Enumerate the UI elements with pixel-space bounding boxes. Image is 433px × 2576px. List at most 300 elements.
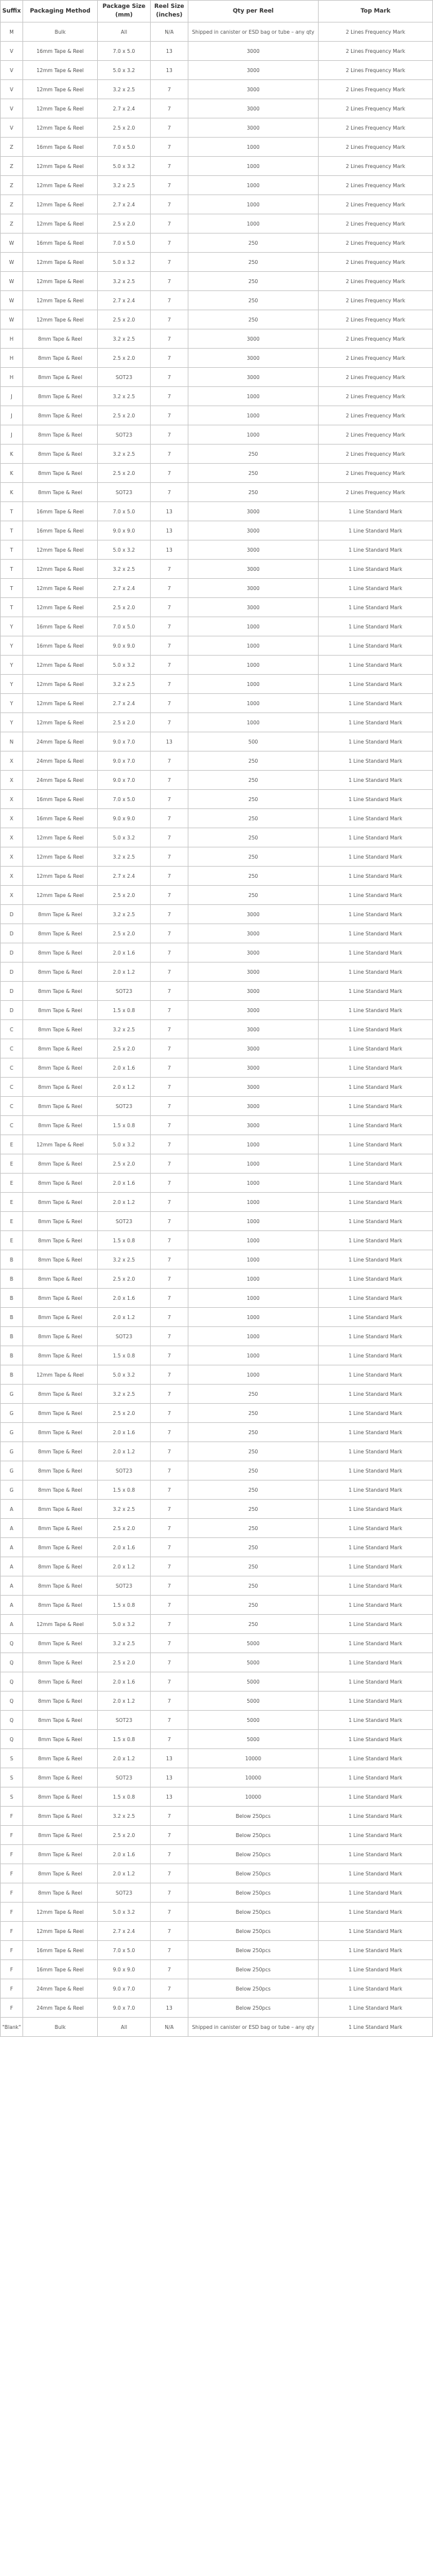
cell-package-size: SOT23	[98, 1327, 151, 1346]
cell-top-mark: 1 Line Standard Mark	[319, 675, 433, 694]
cell-package-size: 2.7 x 2.4	[98, 291, 151, 310]
cell-reel-size: 7	[151, 329, 188, 349]
cell-packaging-method: 12mm Tape & Reel	[23, 1903, 98, 1922]
cell-packaging-method: 8mm Tape & Reel	[23, 1442, 98, 1461]
table-row	[1, 713, 433, 732]
cell-suffix: A	[1, 1500, 23, 1519]
cell-suffix: T	[1, 540, 23, 560]
cell-suffix: Y	[1, 636, 23, 656]
table-row	[1, 445, 433, 464]
cell-suffix: F	[1, 1960, 23, 1979]
cell-top-mark: 1 Line Standard Mark	[319, 1001, 433, 1020]
cell-suffix: E	[1, 1193, 23, 1212]
cell-top-mark: 1 Line Standard Mark	[319, 1519, 433, 1538]
cell-package-size: 3.2 x 2.5	[98, 1500, 151, 1519]
table-row	[1, 1998, 433, 2018]
cell-qty-per-reel: Below 250pcs	[188, 1883, 319, 1903]
cell-packaging-method: 12mm Tape & Reel	[23, 157, 98, 176]
cell-suffix: X	[1, 809, 23, 828]
table-row	[1, 2018, 433, 2037]
table-row	[1, 1615, 433, 1634]
table-row	[1, 1116, 433, 1135]
cell-suffix: A	[1, 1557, 23, 1576]
cell-package-size: SOT23	[98, 1097, 151, 1116]
table-row	[1, 867, 433, 886]
cell-suffix: F	[1, 1883, 23, 1903]
cell-reel-size: 7	[151, 1231, 188, 1250]
cell-packaging-method: 12mm Tape & Reel	[23, 867, 98, 886]
cell-suffix: J	[1, 406, 23, 425]
table-row	[1, 118, 433, 138]
table-row	[1, 195, 433, 214]
cell-suffix: Z	[1, 138, 23, 157]
table-row	[1, 598, 433, 617]
table-row	[1, 1519, 433, 1538]
cell-qty-per-reel: Shipped in canister or ESD bag or tube – any qty	[188, 2018, 319, 2037]
cell-top-mark: 1 Line Standard Mark	[319, 1634, 433, 1653]
cell-package-size: SOT23	[98, 1576, 151, 1596]
cell-top-mark: 1 Line Standard Mark	[319, 1116, 433, 1135]
cell-qty-per-reel: 3000	[188, 99, 319, 118]
cell-top-mark: 2 Lines Frequency Mark	[319, 214, 433, 234]
cell-qty-per-reel: 3000	[188, 118, 319, 138]
table-row	[1, 80, 433, 99]
cell-package-size: 2.5 x 2.0	[98, 310, 151, 329]
table-row	[1, 1308, 433, 1327]
cell-qty-per-reel: 250	[188, 1615, 319, 1634]
cell-top-mark: 1 Line Standard Mark	[319, 1481, 433, 1500]
cell-top-mark: 1 Line Standard Mark	[319, 579, 433, 598]
cell-reel-size: 7	[151, 464, 188, 483]
cell-qty-per-reel: 1000	[188, 1135, 319, 1154]
cell-qty-per-reel: 250	[188, 1461, 319, 1481]
table-row	[1, 291, 433, 310]
cell-top-mark: 1 Line Standard Mark	[319, 1365, 433, 1385]
cell-qty-per-reel: 250	[188, 1500, 319, 1519]
cell-top-mark: 1 Line Standard Mark	[319, 943, 433, 963]
cell-packaging-method: 12mm Tape & Reel	[23, 540, 98, 560]
table-row	[1, 1557, 433, 1576]
cell-top-mark: 1 Line Standard Mark	[319, 1845, 433, 1864]
cell-package-size: 2.0 x 1.2	[98, 1864, 151, 1883]
cell-qty-per-reel: 5000	[188, 1692, 319, 1711]
cell-top-mark: 1 Line Standard Mark	[319, 1212, 433, 1231]
cell-qty-per-reel: 250	[188, 1442, 319, 1461]
table-row	[1, 1193, 433, 1212]
cell-top-mark: 1 Line Standard Mark	[319, 1308, 433, 1327]
cell-packaging-method: 8mm Tape & Reel	[23, 406, 98, 425]
cell-qty-per-reel: 1000	[188, 1193, 319, 1212]
cell-packaging-method: 8mm Tape & Reel	[23, 943, 98, 963]
cell-suffix: H	[1, 349, 23, 368]
cell-packaging-method: 16mm Tape & Reel	[23, 1960, 98, 1979]
cell-package-size: 7.0 x 5.0	[98, 502, 151, 521]
cell-packaging-method: 8mm Tape & Reel	[23, 1020, 98, 1039]
cell-packaging-method: 8mm Tape & Reel	[23, 387, 98, 406]
cell-qty-per-reel: 250	[188, 464, 319, 483]
cell-suffix: W	[1, 272, 23, 291]
cell-top-mark: 1 Line Standard Mark	[319, 1442, 433, 1461]
cell-packaging-method: 16mm Tape & Reel	[23, 636, 98, 656]
cell-qty-per-reel: 1000	[188, 694, 319, 713]
cell-suffix: E	[1, 1154, 23, 1174]
table-row	[1, 1423, 433, 1442]
cell-packaging-method: 8mm Tape & Reel	[23, 1787, 98, 1807]
table-row	[1, 1481, 433, 1500]
cell-suffix: C	[1, 1039, 23, 1058]
table-row	[1, 1020, 433, 1039]
cell-reel-size: 13	[151, 1998, 188, 2018]
cell-reel-size: 13	[151, 1768, 188, 1787]
cell-packaging-method: 8mm Tape & Reel	[23, 329, 98, 349]
cell-reel-size: 7	[151, 1922, 188, 1941]
cell-packaging-method: 12mm Tape & Reel	[23, 828, 98, 847]
table-row	[1, 617, 433, 636]
cell-packaging-method: 8mm Tape & Reel	[23, 1289, 98, 1308]
table-row	[1, 1711, 433, 1730]
cell-suffix: A	[1, 1519, 23, 1538]
cell-reel-size: 7	[151, 80, 188, 99]
table-row	[1, 1634, 433, 1653]
table-row	[1, 1941, 433, 1960]
cell-suffix: B	[1, 1289, 23, 1308]
cell-package-size: 2.5 x 2.0	[98, 406, 151, 425]
cell-reel-size: 7	[151, 1020, 188, 1039]
cell-qty-per-reel: 3000	[188, 540, 319, 560]
cell-package-size: 2.5 x 2.0	[98, 924, 151, 943]
cell-package-size: 2.5 x 2.0	[98, 1653, 151, 1672]
cell-suffix: Y	[1, 617, 23, 636]
cell-packaging-method: 8mm Tape & Reel	[23, 1538, 98, 1557]
cell-packaging-method: 12mm Tape & Reel	[23, 291, 98, 310]
cell-top-mark: 1 Line Standard Mark	[319, 1231, 433, 1250]
cell-suffix: G	[1, 1442, 23, 1461]
header-top-mark: Top Mark	[319, 1, 433, 22]
cell-package-size: 9.0 x 9.0	[98, 809, 151, 828]
cell-top-mark: 2 Lines Frequency Mark	[319, 387, 433, 406]
cell-package-size: 2.0 x 1.6	[98, 943, 151, 963]
cell-qty-per-reel: 3000	[188, 521, 319, 540]
cell-top-mark: 1 Line Standard Mark	[319, 1385, 433, 1404]
cell-suffix: D	[1, 982, 23, 1001]
cell-qty-per-reel: 3000	[188, 42, 319, 61]
cell-qty-per-reel: 3000	[188, 579, 319, 598]
cell-package-size: 3.2 x 2.5	[98, 1250, 151, 1269]
cell-suffix: X	[1, 828, 23, 847]
table-row	[1, 521, 433, 540]
cell-top-mark: 1 Line Standard Mark	[319, 540, 433, 560]
table-row	[1, 176, 433, 195]
cell-suffix: C	[1, 1058, 23, 1078]
cell-top-mark: 2 Lines Frequency Mark	[319, 234, 433, 253]
cell-package-size: SOT23	[98, 982, 151, 1001]
cell-qty-per-reel: 250	[188, 1519, 319, 1538]
cell-reel-size: 7	[151, 1557, 188, 1576]
cell-suffix: G	[1, 1404, 23, 1423]
cell-packaging-method: 16mm Tape & Reel	[23, 138, 98, 157]
cell-qty-per-reel: 250	[188, 1596, 319, 1615]
cell-packaging-method: 8mm Tape & Reel	[23, 1058, 98, 1078]
cell-qty-per-reel: 250	[188, 771, 319, 790]
cell-top-mark: 2 Lines Frequency Mark	[319, 483, 433, 502]
cell-package-size: 3.2 x 2.5	[98, 1807, 151, 1826]
table-row	[1, 1653, 433, 1672]
cell-packaging-method: 16mm Tape & Reel	[23, 809, 98, 828]
cell-top-mark: 1 Line Standard Mark	[319, 1672, 433, 1692]
cell-top-mark: 1 Line Standard Mark	[319, 1596, 433, 1615]
cell-reel-size: 7	[151, 963, 188, 982]
cell-packaging-method: 12mm Tape & Reel	[23, 118, 98, 138]
cell-package-size: 1.5 x 0.8	[98, 1730, 151, 1749]
cell-packaging-method: 8mm Tape & Reel	[23, 1404, 98, 1423]
cell-package-size: 5.0 x 3.2	[98, 61, 151, 80]
cell-reel-size: N/A	[151, 22, 188, 42]
cell-suffix: H	[1, 368, 23, 387]
cell-package-size: 2.0 x 1.2	[98, 1557, 151, 1576]
cell-packaging-method: 12mm Tape & Reel	[23, 1135, 98, 1154]
cell-suffix: A	[1, 1615, 23, 1634]
cell-suffix: A	[1, 1576, 23, 1596]
cell-suffix: A	[1, 1596, 23, 1615]
cell-packaging-method: 8mm Tape & Reel	[23, 1308, 98, 1327]
cell-suffix: C	[1, 1020, 23, 1039]
header-packaging-method: Packaging Method	[23, 1, 98, 22]
cell-reel-size: 7	[151, 1960, 188, 1979]
cell-packaging-method: 24mm Tape & Reel	[23, 771, 98, 790]
cell-suffix: V	[1, 99, 23, 118]
cell-qty-per-reel: 1000	[188, 675, 319, 694]
cell-packaging-method: 8mm Tape & Reel	[23, 1423, 98, 1442]
cell-top-mark: 1 Line Standard Mark	[319, 1998, 433, 2018]
cell-qty-per-reel: Below 250pcs	[188, 1903, 319, 1922]
cell-suffix: F	[1, 1979, 23, 1998]
table-row	[1, 368, 433, 387]
cell-reel-size: 13	[151, 540, 188, 560]
cell-qty-per-reel: 250	[188, 1423, 319, 1442]
cell-reel-size: 7	[151, 291, 188, 310]
cell-qty-per-reel: 250	[188, 828, 319, 847]
table-row	[1, 1212, 433, 1231]
cell-qty-per-reel: 1000	[188, 1231, 319, 1250]
cell-reel-size: 13	[151, 502, 188, 521]
cell-suffix: D	[1, 1001, 23, 1020]
cell-reel-size: 7	[151, 349, 188, 368]
cell-packaging-method: 8mm Tape & Reel	[23, 1346, 98, 1365]
cell-qty-per-reel: Shipped in canister or ESD bag or tube – any qty	[188, 22, 319, 42]
cell-packaging-method: 8mm Tape & Reel	[23, 1269, 98, 1289]
cell-reel-size: 7	[151, 138, 188, 157]
cell-package-size: 2.5 x 2.0	[98, 1269, 151, 1289]
cell-package-size: 2.5 x 2.0	[98, 886, 151, 905]
table-header-row	[1, 1, 433, 22]
cell-qty-per-reel: 1000	[188, 425, 319, 445]
cell-package-size: 5.0 x 3.2	[98, 1615, 151, 1634]
cell-reel-size: 7	[151, 1269, 188, 1289]
table-row	[1, 1730, 433, 1749]
cell-top-mark: 1 Line Standard Mark	[319, 751, 433, 771]
cell-top-mark: 1 Line Standard Mark	[319, 713, 433, 732]
cell-package-size: 2.5 x 2.0	[98, 1826, 151, 1845]
cell-suffix: F	[1, 1941, 23, 1960]
cell-reel-size: 7	[151, 1883, 188, 1903]
cell-reel-size: 7	[151, 1116, 188, 1135]
cell-reel-size: 7	[151, 310, 188, 329]
cell-qty-per-reel: 3000	[188, 329, 319, 349]
cell-packaging-method: 8mm Tape & Reel	[23, 1385, 98, 1404]
cell-package-size: 7.0 x 5.0	[98, 138, 151, 157]
cell-packaging-method: 8mm Tape & Reel	[23, 1672, 98, 1692]
cell-packaging-method: 8mm Tape & Reel	[23, 1519, 98, 1538]
table-row	[1, 1864, 433, 1883]
cell-package-size: SOT23	[98, 1711, 151, 1730]
cell-suffix: W	[1, 253, 23, 272]
cell-packaging-method: 8mm Tape & Reel	[23, 1231, 98, 1250]
cell-suffix: Q	[1, 1711, 23, 1730]
cell-top-mark: 2 Lines Frequency Mark	[319, 368, 433, 387]
table-row	[1, 349, 433, 368]
cell-top-mark: 1 Line Standard Mark	[319, 732, 433, 751]
cell-top-mark: 1 Line Standard Mark	[319, 521, 433, 540]
cell-package-size: 7.0 x 5.0	[98, 790, 151, 809]
cell-suffix: V	[1, 42, 23, 61]
table-row	[1, 1154, 433, 1174]
cell-suffix: F	[1, 1903, 23, 1922]
cell-top-mark: 1 Line Standard Mark	[319, 1058, 433, 1078]
cell-top-mark: 1 Line Standard Mark	[319, 1730, 433, 1749]
cell-package-size: SOT23	[98, 1461, 151, 1481]
cell-qty-per-reel: 3000	[188, 905, 319, 924]
cell-qty-per-reel: 1000	[188, 656, 319, 675]
cell-package-size: 2.0 x 1.2	[98, 1749, 151, 1768]
cell-packaging-method: 12mm Tape & Reel	[23, 272, 98, 291]
cell-packaging-method: 8mm Tape & Reel	[23, 483, 98, 502]
cell-top-mark: 1 Line Standard Mark	[319, 982, 433, 1001]
cell-top-mark: 1 Line Standard Mark	[319, 1826, 433, 1845]
cell-qty-per-reel: 3000	[188, 80, 319, 99]
cell-qty-per-reel: 5000	[188, 1634, 319, 1653]
cell-qty-per-reel: 250	[188, 886, 319, 905]
cell-reel-size: 7	[151, 1250, 188, 1269]
table-row	[1, 99, 433, 118]
cell-packaging-method: 8mm Tape & Reel	[23, 1864, 98, 1883]
cell-top-mark: 1 Line Standard Mark	[319, 1576, 433, 1596]
cell-reel-size: 7	[151, 847, 188, 867]
header-reel-size: Reel Size (inches)	[151, 1, 188, 22]
table-row	[1, 329, 433, 349]
cell-package-size: 3.2 x 2.5	[98, 272, 151, 291]
cell-top-mark: 2 Lines Frequency Mark	[319, 310, 433, 329]
cell-packaging-method: 8mm Tape & Reel	[23, 1826, 98, 1845]
cell-package-size: 2.0 x 1.2	[98, 1442, 151, 1461]
cell-packaging-method: 8mm Tape & Reel	[23, 1634, 98, 1653]
cell-packaging-method: 12mm Tape & Reel	[23, 579, 98, 598]
cell-qty-per-reel: 1000	[188, 713, 319, 732]
cell-qty-per-reel: 250	[188, 272, 319, 291]
cell-reel-size: 7	[151, 1538, 188, 1557]
cell-top-mark: 2 Lines Frequency Mark	[319, 445, 433, 464]
cell-suffix: Q	[1, 1730, 23, 1749]
cell-package-size: 2.5 x 2.0	[98, 1404, 151, 1423]
cell-reel-size: 7	[151, 1193, 188, 1212]
cell-reel-size: 7	[151, 1135, 188, 1154]
table-row	[1, 1979, 433, 1998]
cell-packaging-method: 12mm Tape & Reel	[23, 598, 98, 617]
cell-qty-per-reel: 250	[188, 253, 319, 272]
cell-suffix: W	[1, 234, 23, 253]
cell-top-mark: 1 Line Standard Mark	[319, 1500, 433, 1519]
table-row	[1, 483, 433, 502]
cell-top-mark: 1 Line Standard Mark	[319, 1461, 433, 1481]
cell-package-size: 2.7 x 2.4	[98, 99, 151, 118]
cell-packaging-method: 12mm Tape & Reel	[23, 1615, 98, 1634]
cell-suffix: Z	[1, 195, 23, 214]
cell-suffix: X	[1, 847, 23, 867]
cell-reel-size: 13	[151, 61, 188, 80]
cell-top-mark: 1 Line Standard Mark	[319, 560, 433, 579]
cell-package-size: 2.5 x 2.0	[98, 1519, 151, 1538]
table-row	[1, 1001, 433, 1020]
cell-top-mark: 1 Line Standard Mark	[319, 1154, 433, 1174]
table-row	[1, 1826, 433, 1845]
cell-top-mark: 1 Line Standard Mark	[319, 1807, 433, 1826]
cell-qty-per-reel: 3000	[188, 368, 319, 387]
cell-packaging-method: 8mm Tape & Reel	[23, 1749, 98, 1768]
table-row	[1, 253, 433, 272]
cell-reel-size: 7	[151, 195, 188, 214]
cell-packaging-method: 8mm Tape & Reel	[23, 445, 98, 464]
table-row	[1, 61, 433, 80]
cell-top-mark: 1 Line Standard Mark	[319, 1404, 433, 1423]
table-row	[1, 1692, 433, 1711]
cell-reel-size: 7	[151, 867, 188, 886]
cell-reel-size: 7	[151, 1154, 188, 1174]
table-row	[1, 1461, 433, 1481]
cell-qty-per-reel: 1000	[188, 176, 319, 195]
cell-qty-per-reel: 1000	[188, 1212, 319, 1231]
cell-suffix: Q	[1, 1692, 23, 1711]
table-row	[1, 751, 433, 771]
cell-reel-size: 7	[151, 157, 188, 176]
cell-qty-per-reel: 3000	[188, 598, 319, 617]
cell-top-mark: 1 Line Standard Mark	[319, 1039, 433, 1058]
cell-package-size: 3.2 x 2.5	[98, 1020, 151, 1039]
cell-top-mark: 1 Line Standard Mark	[319, 924, 433, 943]
cell-top-mark: 1 Line Standard Mark	[319, 1692, 433, 1711]
cell-suffix: V	[1, 118, 23, 138]
cell-qty-per-reel: Below 250pcs	[188, 1845, 319, 1864]
table-row	[1, 1385, 433, 1404]
cell-qty-per-reel: 250	[188, 847, 319, 867]
cell-reel-size: 7	[151, 560, 188, 579]
cell-top-mark: 1 Line Standard Mark	[319, 1749, 433, 1768]
table-row	[1, 272, 433, 291]
cell-packaging-method: 12mm Tape & Reel	[23, 99, 98, 118]
cell-qty-per-reel: 1000	[188, 1327, 319, 1346]
cell-qty-per-reel: Below 250pcs	[188, 1922, 319, 1941]
cell-packaging-method: 8mm Tape & Reel	[23, 1097, 98, 1116]
cell-packaging-method: 12mm Tape & Reel	[23, 560, 98, 579]
cell-packaging-method: 8mm Tape & Reel	[23, 1116, 98, 1135]
cell-reel-size: 7	[151, 1212, 188, 1231]
cell-qty-per-reel: 3000	[188, 1039, 319, 1058]
table-row	[1, 828, 433, 847]
cell-packaging-method: 16mm Tape & Reel	[23, 617, 98, 636]
cell-package-size: 1.5 x 0.8	[98, 1001, 151, 1020]
cell-packaging-method: 16mm Tape & Reel	[23, 502, 98, 521]
table-row	[1, 790, 433, 809]
cell-package-size: 3.2 x 2.5	[98, 1634, 151, 1653]
table-row	[1, 1404, 433, 1423]
